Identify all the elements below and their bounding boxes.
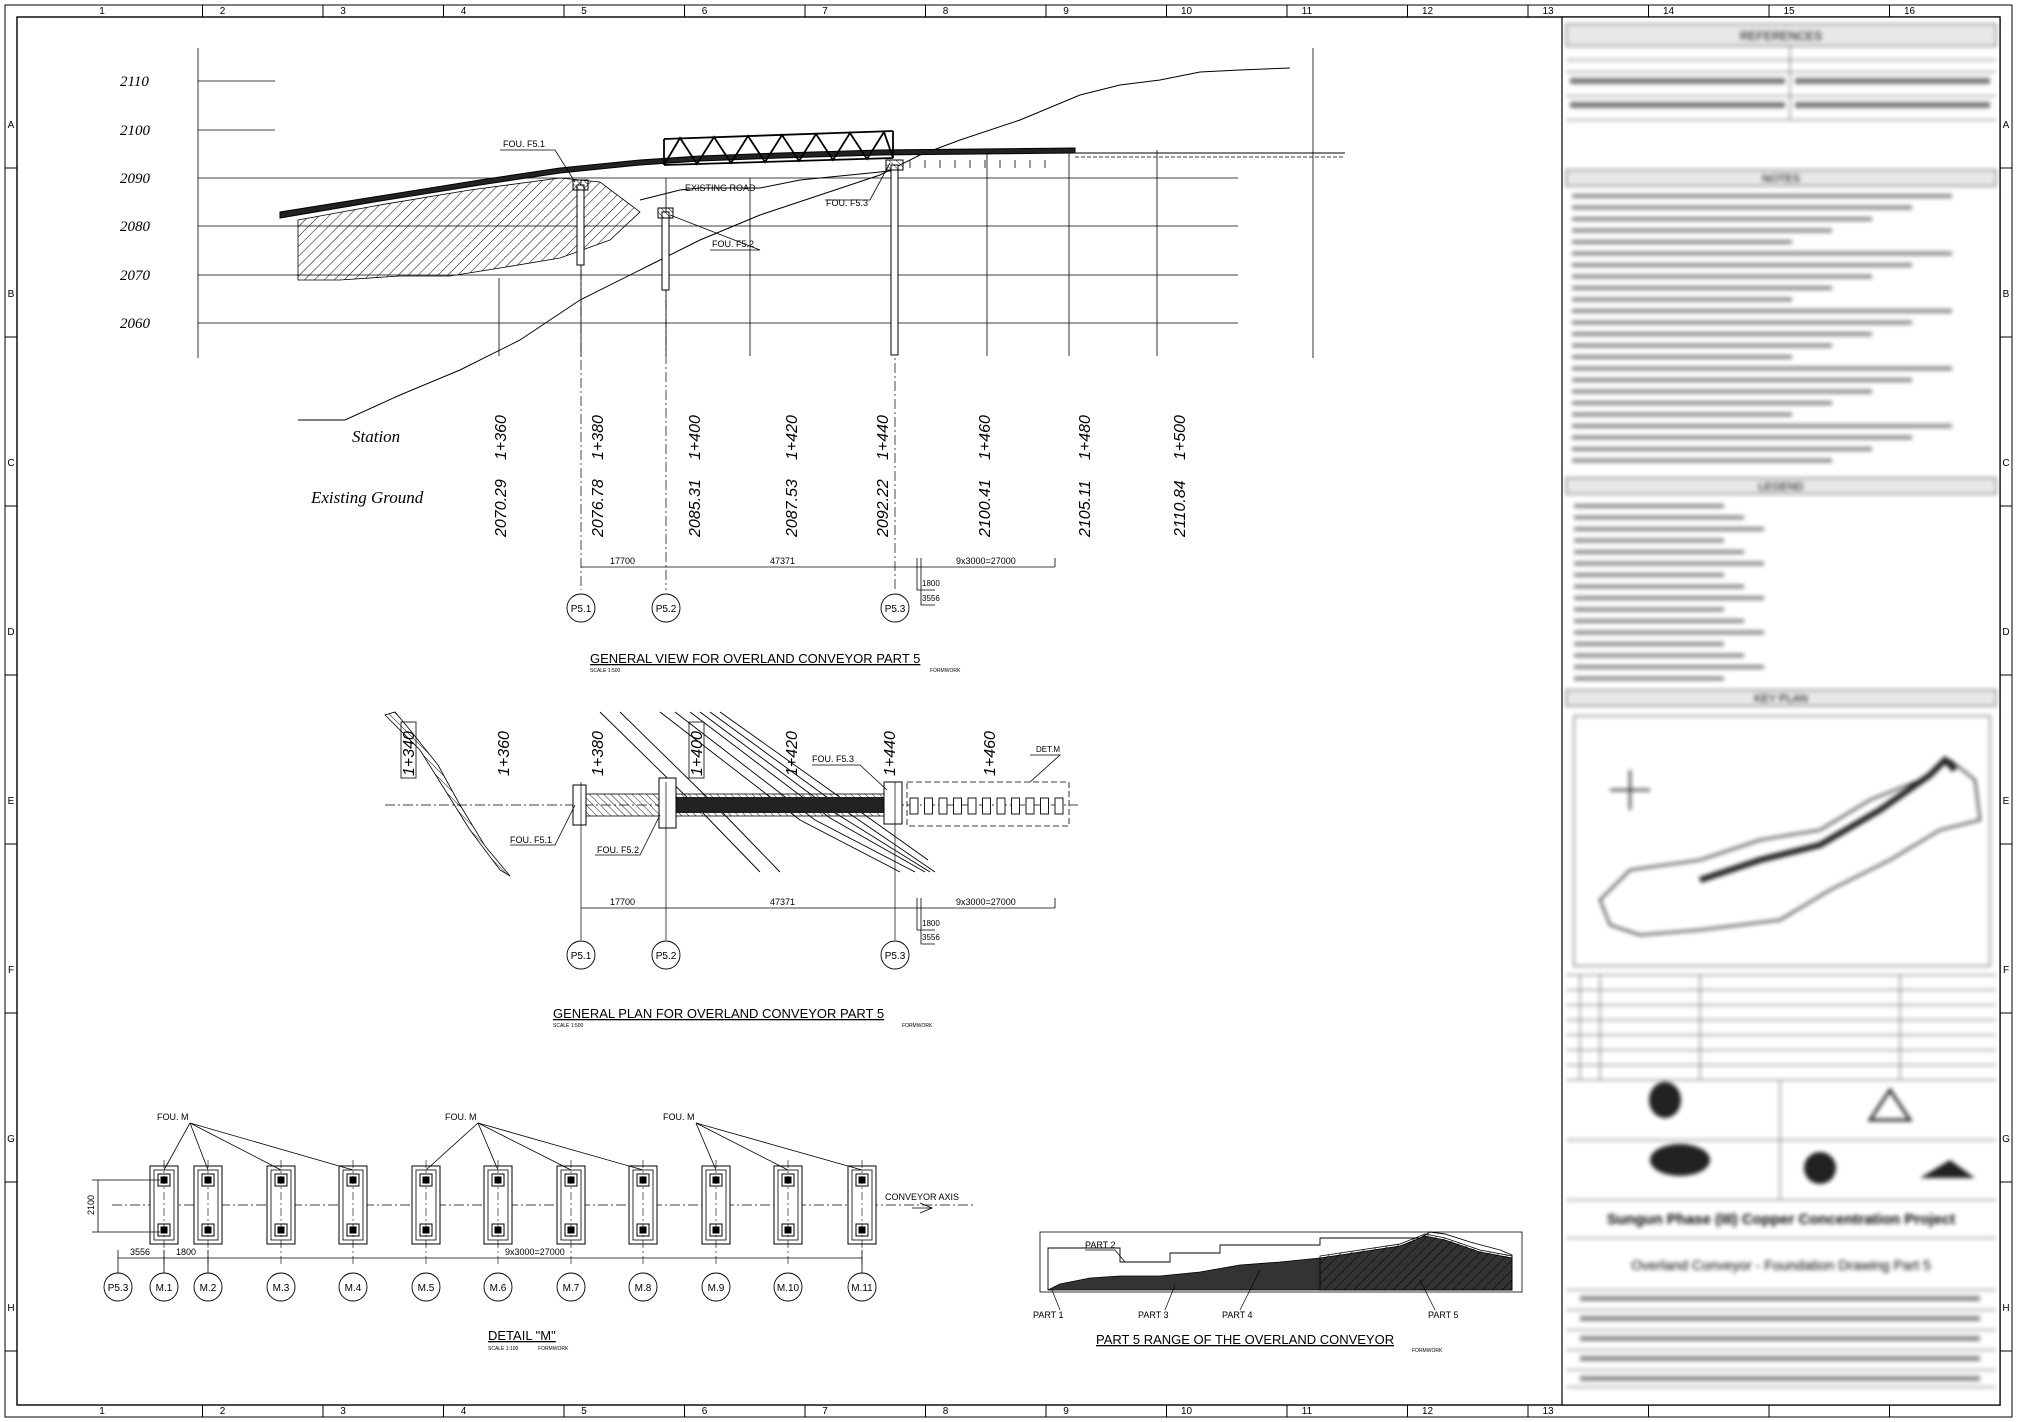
plan-pier-p53: P5.3 xyxy=(884,951,906,962)
support-trestles xyxy=(910,160,1045,168)
col-label-bottom: 8 xyxy=(942,1406,949,1417)
foundation-block xyxy=(629,1160,657,1265)
detail-markers xyxy=(104,1273,876,1301)
col-label-bottom: 2 xyxy=(219,1406,226,1417)
row-label-right: F xyxy=(2002,965,2010,976)
detail-axis-arrow xyxy=(912,1203,932,1213)
row-label-right: A xyxy=(2002,120,2010,131)
general-plan-scale: SCALE 1:500 xyxy=(553,1023,584,1029)
row-label-left: B xyxy=(7,289,15,300)
detail-marker-label: M.1 xyxy=(155,1283,173,1294)
detail-fou-m-3: FOU. M xyxy=(663,1112,695,1122)
plan-station-labels xyxy=(401,731,999,776)
ground-level-value: 2087.53 xyxy=(784,479,801,537)
foundation-block xyxy=(848,1160,876,1265)
detail-dim-1800: 1800 xyxy=(176,1247,197,1257)
plan-station-chainage: 1+360 xyxy=(496,731,513,776)
row-label-right: G xyxy=(2002,1134,2010,1145)
plan-station-chainage: 1+460 xyxy=(982,731,999,776)
elev-dim-27000: 9x3000=27000 xyxy=(956,556,1016,566)
elevation-value: 2090 xyxy=(120,171,150,187)
plan-fou-f53: FOU. F5.3 xyxy=(812,754,855,764)
detail-marker-label: M.4 xyxy=(344,1283,362,1294)
col-label-bottom: 3 xyxy=(340,1406,346,1417)
plan-station-chainage: 1+440 xyxy=(882,731,899,776)
elevation-value: 2110 xyxy=(120,74,149,90)
plan-pier-markers xyxy=(567,941,909,969)
existing-road xyxy=(640,170,900,200)
plan-support-box xyxy=(954,798,962,814)
row-label-left: C xyxy=(7,458,15,469)
detail-fou-m-2: FOU. M xyxy=(445,1112,477,1122)
detail-dim-2100: 2100 xyxy=(86,1194,96,1215)
pier-centerlines xyxy=(581,165,895,590)
fou-f52-label: FOU. F5.2 xyxy=(712,239,755,249)
station-chainage: 1+440 xyxy=(875,415,892,460)
station-label: Station xyxy=(352,427,401,446)
detail-marker-label: M.7 xyxy=(562,1283,580,1294)
plan-support-boxes xyxy=(910,798,1063,814)
col-label-bottom: 5 xyxy=(581,1406,587,1417)
fou-f53-label: FOU. F5.3 xyxy=(826,198,869,208)
plan-support-box xyxy=(968,798,976,814)
general-view-title: GENERAL VIEW FOR OVERLAND CONVEYOR PART 5 xyxy=(590,651,921,666)
notes-heading: NOTES xyxy=(1762,173,1800,185)
ground-level-value: 2085.31 xyxy=(687,479,704,537)
detail-marker-label: M.11 xyxy=(851,1283,873,1294)
detail-marker-label: M.9 xyxy=(707,1283,725,1294)
plan-station-chainage: 1+340 xyxy=(401,731,418,776)
elev-dim-3556: 3556 xyxy=(922,594,940,603)
elev-dim-1800: 1800 xyxy=(922,579,940,588)
general-view-elevation xyxy=(120,48,1345,674)
ground-level-value: 2092.22 xyxy=(875,479,892,537)
general-view-scale: SCALE 1:500 xyxy=(590,668,621,674)
range-part-5: PART 5 xyxy=(1428,1310,1459,1320)
row-label-left: H xyxy=(7,1303,15,1314)
part-5-range xyxy=(1033,1232,1522,1354)
elev-dim-17700: 17700 xyxy=(610,556,636,566)
plan-support-box xyxy=(925,798,933,814)
col-label-bottom: 11 xyxy=(1301,1406,1313,1417)
detail-marker-label: P5.3 xyxy=(107,1283,129,1294)
foundation-block xyxy=(774,1160,802,1265)
row-label-left: G xyxy=(7,1134,15,1145)
station-chainage: 1+360 xyxy=(493,415,510,460)
elevation-pier-markers xyxy=(567,594,909,622)
range-formwork: FORMWORK xyxy=(1412,1348,1443,1354)
col-label-top: 13 xyxy=(1542,6,1554,17)
elev-pier-p53: P5.3 xyxy=(884,604,906,615)
detail-marker-label: M.5 xyxy=(417,1283,435,1294)
col-label-top: 6 xyxy=(701,6,708,17)
references-heading: REFERENCES xyxy=(1739,29,1823,43)
detail-fou-leaders xyxy=(164,1123,862,1170)
col-label-top: 11 xyxy=(1301,6,1313,17)
existing-road-label: EXISTING ROAD xyxy=(685,183,756,193)
elevation-value: 2060 xyxy=(120,316,150,332)
col-label-top: 2 xyxy=(219,6,226,17)
elev-pier-p52: P5.2 xyxy=(655,604,677,615)
existing-ground-label: Existing Ground xyxy=(311,488,424,507)
foundation-block xyxy=(412,1160,440,1265)
plan-pier-p52: P5.2 xyxy=(655,951,677,962)
general-plan-title: GENERAL PLAN FOR OVERLAND CONVEYOR PART 5 xyxy=(553,1006,885,1021)
station-chainage: 1+500 xyxy=(1172,415,1189,460)
col-label-top: 15 xyxy=(1783,6,1795,17)
col-label-top: 8 xyxy=(942,6,949,17)
plan-dim-17700: 17700 xyxy=(610,897,636,907)
foundation-block xyxy=(702,1160,730,1265)
plan-support-box xyxy=(983,798,991,814)
col-label-top: 9 xyxy=(1063,6,1069,17)
range-title: PART 5 RANGE OF THE OVERLAND CONVEYOR xyxy=(1096,1332,1395,1347)
elev-dim-47371: 47371 xyxy=(770,556,796,566)
plan-support-box xyxy=(1012,798,1020,814)
col-label-bottom: 7 xyxy=(822,1406,828,1417)
plan-support-box xyxy=(1026,798,1034,814)
station-chainage: 1+420 xyxy=(784,415,801,460)
col-label-bottom: 12 xyxy=(1421,1406,1434,1417)
plan-conveyor-dark xyxy=(666,797,895,813)
plan-det-m: DET.M xyxy=(1036,745,1060,754)
ground-level-value: 2105.11 xyxy=(1077,480,1094,537)
detail-dim-3556: 3556 xyxy=(130,1247,151,1257)
row-label-left: D xyxy=(7,627,15,638)
elevation-value: 2100 xyxy=(120,123,150,139)
general-view-formwork: FORMWORK xyxy=(930,668,961,674)
range-part5-hatch xyxy=(1320,1234,1512,1290)
general-plan xyxy=(385,712,1078,1029)
range-part-4: PART 4 xyxy=(1222,1310,1253,1320)
detail-marker-label: M.6 xyxy=(489,1283,507,1294)
row-label-right: H xyxy=(2002,1303,2010,1314)
ground-level-value: 2110.84 xyxy=(1172,480,1189,537)
col-label-top: 16 xyxy=(1903,6,1916,17)
plan-pier-p51: P5.1 xyxy=(570,951,592,962)
detail-dim-27000: 9x3000=27000 xyxy=(505,1247,565,1257)
plan-dim-3556: 3556 xyxy=(922,933,940,942)
col-label-bottom: 1 xyxy=(99,1406,105,1417)
title-block xyxy=(1562,17,2000,1405)
detail-conveyor-axis-label: CONVEYOR AXIS xyxy=(885,1192,960,1202)
col-label-top: 7 xyxy=(822,6,828,17)
detail-marker-label: M.3 xyxy=(272,1283,290,1294)
range-part-1: PART 1 xyxy=(1033,1310,1064,1320)
col-label-top: 5 xyxy=(581,6,587,17)
elevation-value: 2070 xyxy=(120,268,150,284)
plan-support-box xyxy=(939,798,947,814)
foundation-block xyxy=(194,1160,222,1265)
detail-scale: SCALE 1:100 xyxy=(488,1346,519,1352)
row-label-right: D xyxy=(2002,627,2010,638)
range-part-2: PART 2 xyxy=(1085,1240,1116,1250)
elevation-value: 2080 xyxy=(120,219,150,235)
plan-support-box xyxy=(910,798,918,814)
station-chainage: 1+460 xyxy=(977,415,994,460)
detail-title: DETAIL "M" xyxy=(488,1328,556,1343)
col-label-bottom: 6 xyxy=(701,1406,708,1417)
existing-ground-hatch xyxy=(298,178,640,280)
row-label-left: F xyxy=(7,965,15,976)
detail-m xyxy=(86,1112,975,1352)
ground-level-value: 2100.41 xyxy=(977,479,994,537)
plan-fou-f52: FOU. F5.2 xyxy=(597,845,640,855)
key-plan-heading: KEY PLAN xyxy=(1754,693,1808,705)
ground-level-value: 2076.78 xyxy=(590,479,607,537)
ground-level-value: 2070.29 xyxy=(493,479,510,537)
row-label-left: E xyxy=(7,796,15,807)
elev-pier-p51: P5.1 xyxy=(570,604,592,615)
col-label-bottom: 4 xyxy=(460,1406,467,1417)
foundation-block xyxy=(267,1160,295,1265)
detail-marker-label: M.2 xyxy=(199,1283,217,1294)
detail-fou-m-1: FOU. M xyxy=(157,1112,189,1122)
plan-fou-f51: FOU. F5.1 xyxy=(510,835,553,845)
plan-station-chainage: 1+380 xyxy=(590,731,607,776)
plan-station-chainage: 1+420 xyxy=(784,731,801,776)
plan-dim-1800: 1800 xyxy=(922,919,940,928)
col-label-top: 3 xyxy=(340,6,346,17)
col-label-top: 12 xyxy=(1421,6,1434,17)
col-label-bottom: 13 xyxy=(1542,1406,1554,1417)
plan-station-chainage: 1+400 xyxy=(689,731,706,776)
col-label-top: 4 xyxy=(460,6,467,17)
row-label-right: B xyxy=(2002,289,2010,300)
col-label-bottom: 10 xyxy=(1180,1406,1193,1417)
plan-support-box xyxy=(1055,798,1063,814)
foundation-block xyxy=(339,1160,367,1265)
station-chainage: 1+480 xyxy=(1077,415,1094,460)
foundation-block xyxy=(150,1160,178,1265)
row-label-right: E xyxy=(2002,796,2010,807)
col-label-top: 14 xyxy=(1662,6,1675,17)
plan-support-box xyxy=(1041,798,1049,814)
elevation-station-labels xyxy=(493,415,1189,538)
project-title: Sungun Phase (III) Copper Concentration Project xyxy=(1606,1211,1956,1228)
legend-heading: LEGEND xyxy=(1758,481,1804,493)
general-plan-formwork: FORMWORK xyxy=(902,1023,933,1029)
detail-marker-label: M.8 xyxy=(634,1283,652,1294)
drawing-title: Overland Conveyor - Foundation Drawing Part 5 xyxy=(1631,1257,1931,1273)
row-label-right: C xyxy=(2002,458,2010,469)
range-part-3: PART 3 xyxy=(1138,1310,1169,1320)
col-label-bottom: 9 xyxy=(1063,1406,1069,1417)
elevation-labels xyxy=(120,74,151,332)
row-label-left: A xyxy=(7,120,15,131)
fou-f51-label: FOU. F5.1 xyxy=(503,139,546,149)
station-chainage: 1+400 xyxy=(687,415,704,460)
plan-dim-27000: 9x3000=27000 xyxy=(956,897,1016,907)
station-lines xyxy=(499,150,1157,356)
col-label-top: 10 xyxy=(1180,6,1193,17)
station-chainage: 1+380 xyxy=(590,415,607,460)
detail-formwork: FORMWORK xyxy=(538,1346,569,1352)
plan-support-box xyxy=(997,798,1005,814)
detail-marker-label: M.10 xyxy=(776,1283,800,1294)
plan-dim-47371: 47371 xyxy=(770,897,796,907)
col-label-top: 1 xyxy=(99,6,105,17)
